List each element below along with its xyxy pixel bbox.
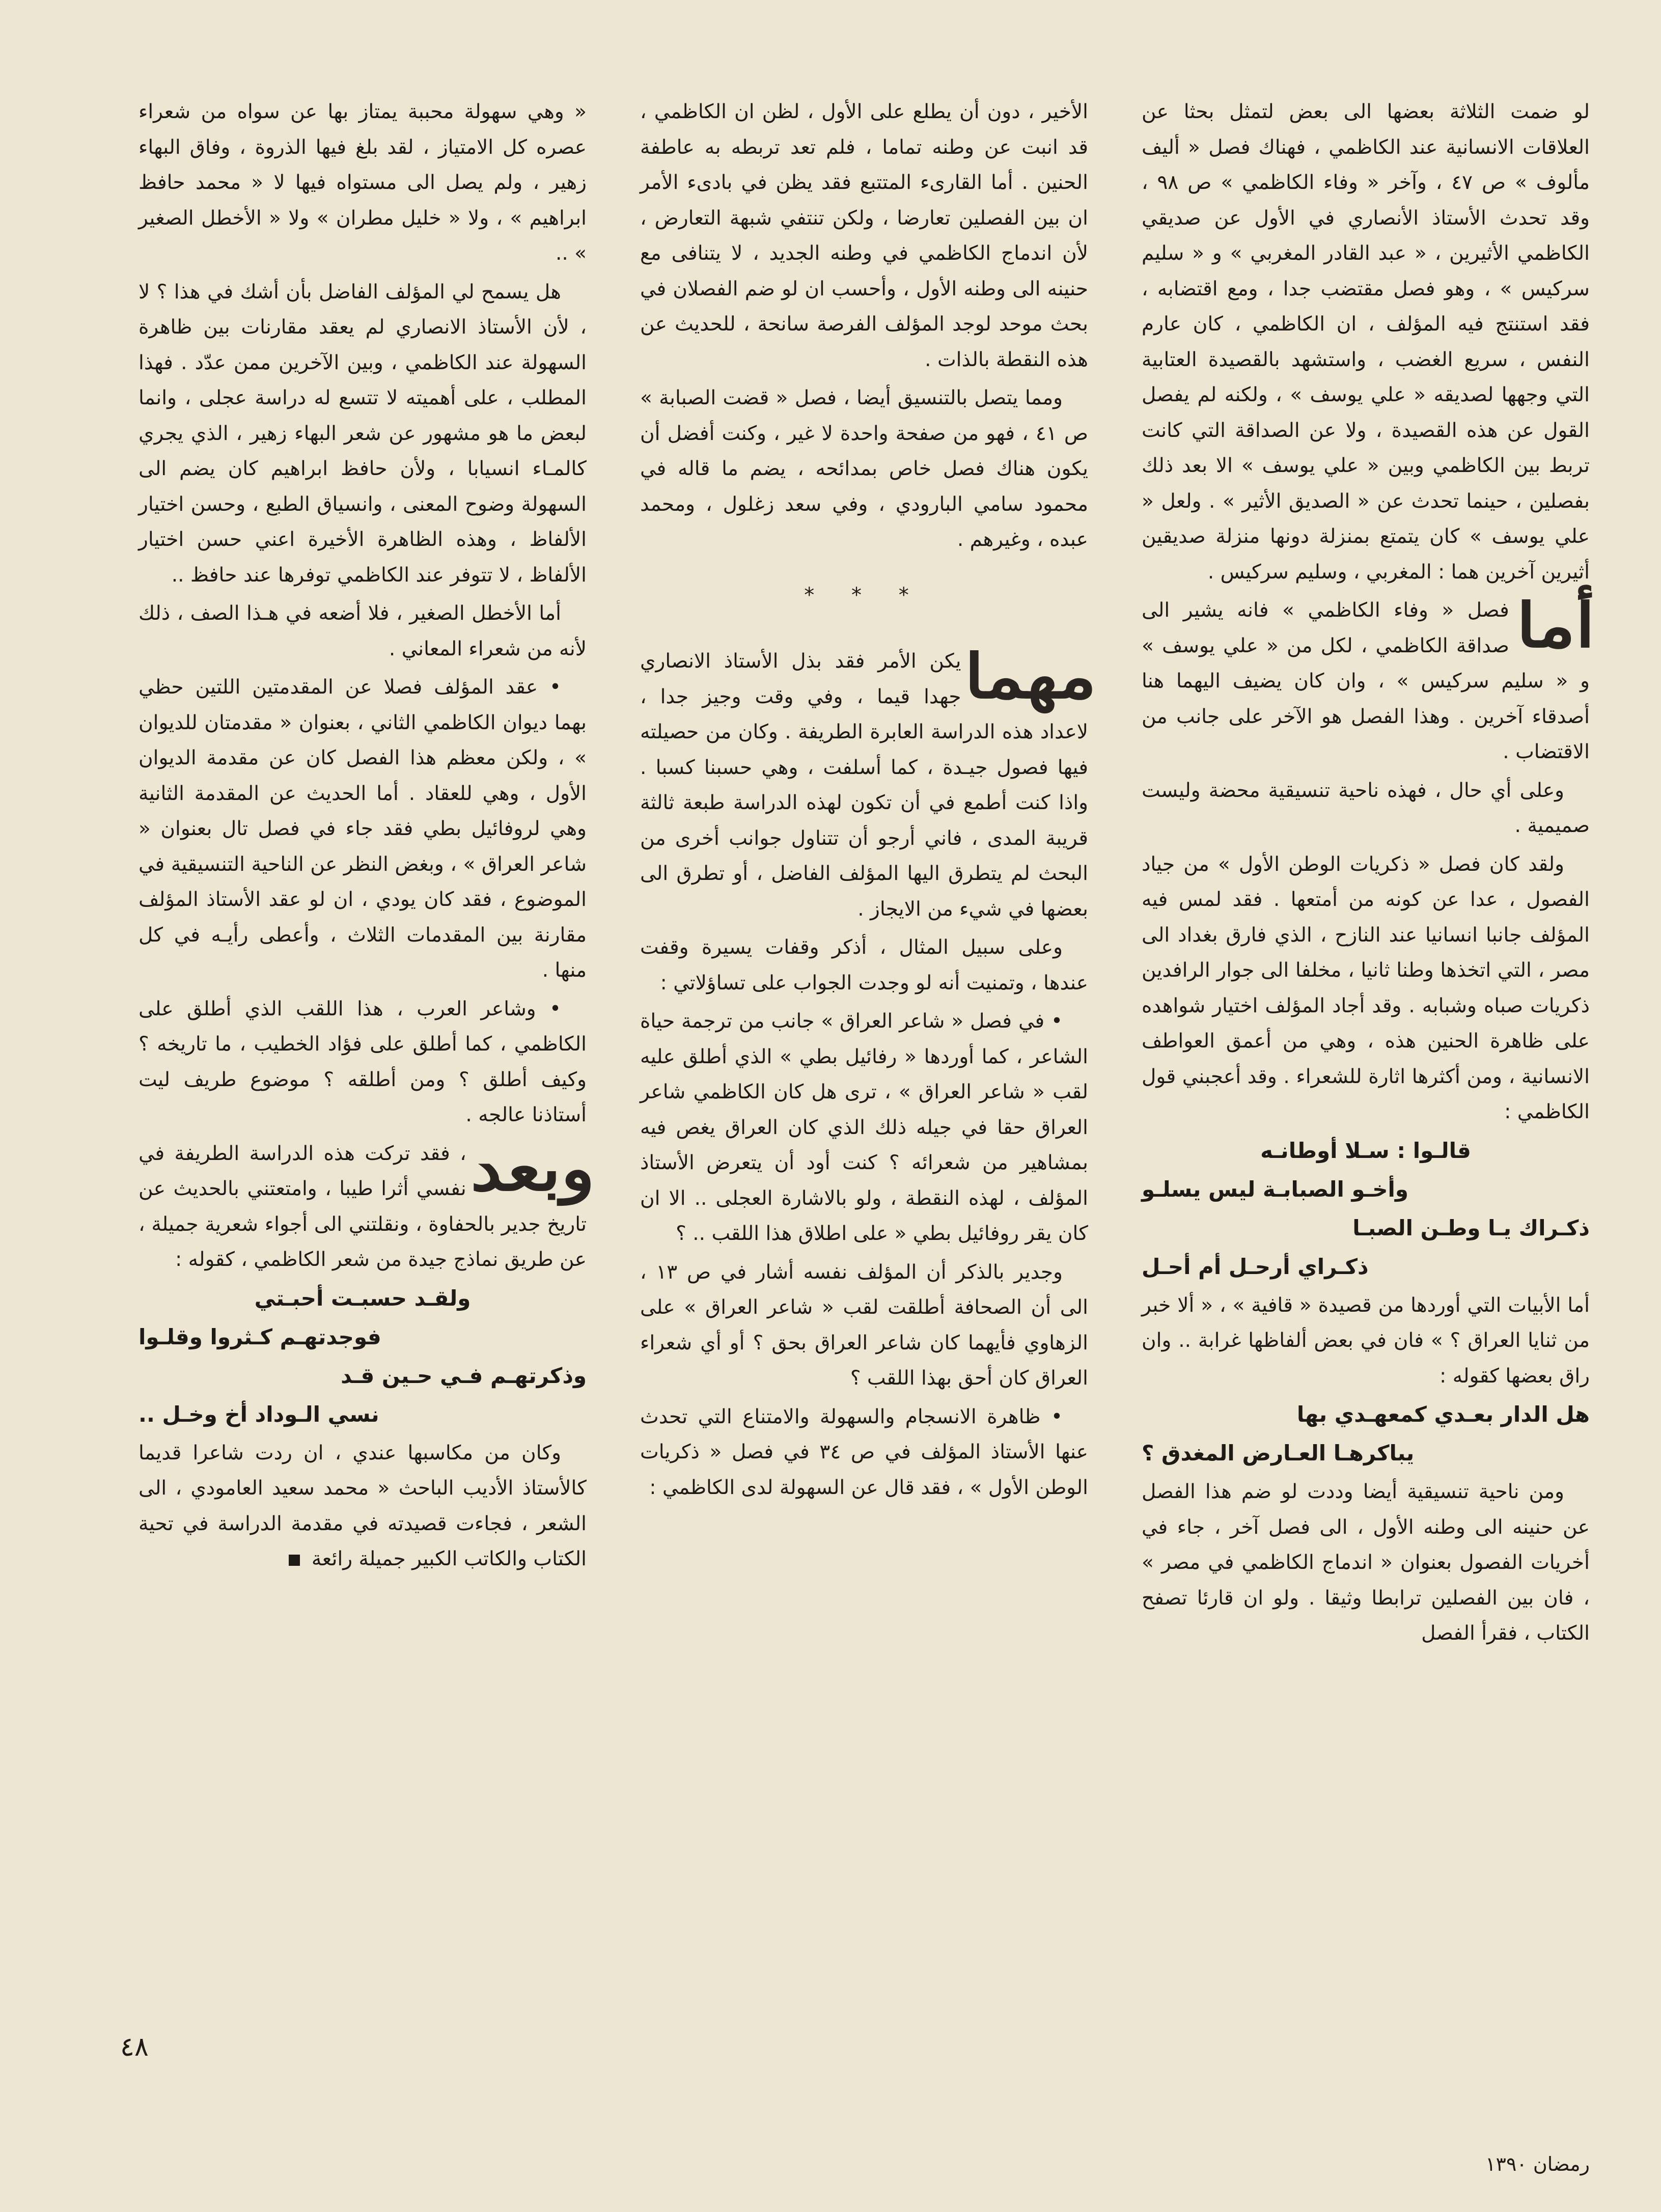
paragraph <box>1142 590 1595 770</box>
paragraph: • في فصل « شاعر العراق » جانب من ترجمة حياة الشاعر ، كما أوردها « رفائيل بطي » الذي أطلق عليه لقب « شاعر العراق » ، ترى هل كان الكاظمي شاعر العراق حقا في جيله ذلك الذي كان العراق يغص فيه بمشاهير من شعرائه ؟ كنت أود أن يتعرض الأستاذ المؤلف ، لهذه النقطة ، ولو بالاشارة العجلى .. الا ان كان يقر روفائيل بطي « على اطلاق هذا اللقب .. ؟ <box>640 1010 1088 1245</box>
verse-line: يباكرهـا العـارض المغدق ؟ <box>1142 1441 1415 1466</box>
verse-line: قالـوا : سـلا أوطانـه <box>1260 1138 1471 1163</box>
paragraph-text: فصل « وفاء الكاظمي » فانه يشير الى صداقة الكاظمي ، لكل من « علي يوسف » و « سليم سركيس » ، وان كان يضيف اليهما هنا أصدقاء آخرين . وهذا الفصل هو الآخر على جانب من الاقتضاب . <box>1142 599 1590 763</box>
paragraph: • ظاهرة الانسجام والسهولة والامتناع التي تحدث عنها الأستاذ المؤلف في ص ٣٤ في فصل « ذكريات الوطن الأول » ، فقد قال عن السهولة لدى الكاظمي : <box>640 1405 1088 1499</box>
paragraph: ومن ناحية تنسيقية أيضا وددت لو ضم هذا الفصل عن حنينه الى وطنه الأول ، الى فصل آخر ، جاء في أخريات الفصول بعنوان « اندماج الكاظمي في مصر » ، فان بين الفصلين ترابطا وثيقا . ولو ان قارئا تصفح الكتاب ، فقرأ الفصل <box>1142 1480 1590 1645</box>
issue-date: رمضان ١٣٩٠ <box>1485 2153 1590 2175</box>
paragraph: وجدير بالذكر أن المؤلف نفسه أشار في ص ١٣ ، الى أن الصحافة أطلقت لقب « شاعر العراق » على الزهاوي فأيهما كان شاعر العراق بحق ؟ أو أي شعراء العراق كان أحق بهذا اللقب ؟ <box>640 1260 1088 1390</box>
verse-line: وأخـو الصبابـة ليس يسلـو <box>1142 1176 1409 1202</box>
paragraph <box>139 1435 587 1577</box>
paragraph: وعلى سبيل المثال ، أذكر وقفات يسيرة وقفت عندها ، وتمنيت أنه لو وجدت الجواب على تساؤلاتي : <box>640 936 1088 994</box>
section-separator: * * * <box>804 583 924 607</box>
verse-line: نسي الـوداد أخ وخـل .. <box>139 1401 379 1427</box>
column-middle <box>640 94 1097 1508</box>
end-of-article-mark <box>289 1555 300 1566</box>
verse-line: ذكـراك يـا وطـن الصبـا <box>1352 1215 1590 1240</box>
paragraph: هل يسمح لي المؤلف الفاضل بأن أشك في هذا ؟ لا ، لأن الأستاذ الانصاري لم يعقد مقارنات بين ظاهرة السهولة عند الكاظمي ، وبين الآخرين ممن عدّد . فهذا المطلب ، على أهميته لا تتسع له دراسة عجلى ، وانما لبعض ما هو مشهور عن شعر البهاء زهير ، الذي يجري كالمـاء انسيابا ، ولأن حافظ ابراهيم كان يضم الى السهولة وضوح المعنى ، وانسياق الطبع ، وحسن اختيار الألفاظ ، وهذه الظاهرة الأخيرة اعني حسن اختيار الألفاظ ، لا تتوفر عند الكاظمي توفرها عند حافظ .. <box>139 280 587 587</box>
paragraph-text: ، فقد تركت هذه الدراسة الطريفة في نفسي أثرا طيبا ، وامتعتني بالحديث عن تاريخ جدير بالحفاوة ، ونقلتني الى أجواء شعرية جميلة ، عن طريق نماذج جيدة من شعر الكاظمي ، كقوله : <box>139 1142 587 1271</box>
paragraph: الأخير ، دون أن يطلع على الأول ، لظن ان الكاظمي ، قد انبت عن وطنه تماما ، فلم تعد تربطه به عاطفة الحنين . أما القارىء المتتبع فقد يظن في بادىء الأمر ان بين الفصلين تعارضا ، ولكن تنتفي شبهة التعارض ، لأن اندماج الكاظمي في وطنه الجديد ، لا يتنافى مع حنينه الى وطنه الأول ، وأحسب ان لو ضم الفصلان في بحث موحد لوجد المؤلف الفرصة سانحة ، للحديث عن هذه النقطة بالذات . <box>640 100 1088 371</box>
verse-line: فوجدتهـم كـثروا وقلـوا <box>139 1324 381 1349</box>
paragraph-text: يكن الأمر فقد بذل الأستاذ الانصاري جهدا قيما ، وفي وقت وجيز جدا ، لاعداد هذه الدراسة العابرة الطريفة . وكان من حصيلته فيها فصول جيـدة ، كما أسلفت ، وهي حسبنا كسبا . واذا كنت أطمع في أن تكون لهذه الدراسة طبعة ثالثة قريبة المدى ، فاني أرجو أن تتناول جوانب أخرى من البحث لم يتطرق اليها المؤلف الفاضل ، أو تطرق الى بعضها في شيء من الايجاز . <box>640 650 1088 921</box>
column-left <box>139 94 595 1580</box>
paragraph <box>139 1132 595 1278</box>
quote-paragraph: « وهي سهولة محببة يمتاز بها عن سواه من شعراء عصره كل الامتياز ، لقد بلغ فيها الذروة ، وفاق البهاء زهير ، ولم يصل الى مستواه فيها لا « محمد حافظ ابراهيم » ، ولا « خليل مطران » ولا « الأخطل الصغير » .. <box>139 100 587 265</box>
paragraph-text: وكان من مكاسبها عندي ، ان ردت شاعرا قديما كالأستاذ الأديب الباحث « محمد سعيد العامودي ، الى الشعر ، فجاءت قصيدته في مقدمة الدراسة في تحية الكتاب والكاتب الكبير جميلة رائعة <box>139 1441 587 1570</box>
column-right <box>1142 94 1595 1654</box>
page-number: ٤٨ <box>120 2032 149 2062</box>
paragraph: • عقد المؤلف فصلا عن المقدمتين اللتين حظي بهما ديوان الكاظمي الثاني ، بعنوان « مقدمتان للديوان » ، ولكن معظم هذا الفصل كان عن مقدمة الديوان الأول ، وهي للعقاد . أما الحديث عن المقدمة الثانية وهي لروفائيل بطي فقد جاء في فصل تال بعنوان « شاعر العراق » ، وبغض النظر عن الناحية التنسيقية في الموضوع ، فقد كان يودي ، ان لو عقد الأستاذ المؤلف مقارنة بين المقدمات الثلاث ، وأعطى رأيـه في كل منها . <box>139 676 587 982</box>
paragraph: • وشاعر العرب ، هذا اللقب الذي أطلق على الكاظمي ، كما أطلق على فؤاد الخطيب ، ما تاريخه ؟ وكيف أطلق ؟ ومن أطلقه ؟ موضوع طريف ليت أستاذنا عالجه . <box>139 997 587 1126</box>
verse-line: وذكرتهـم فـي حـين قـد <box>341 1363 587 1388</box>
drop-word: مهما <box>964 641 1097 712</box>
paragraph: أما الأبيات التي أوردها من قصيدة « قافية » ، « ألا خبر من ثنايا العراق ؟ » فان في بعض ألفاظها غرابة .. وان راق بعضها كقوله : <box>1142 1293 1590 1388</box>
verse-line: ذكـراي أرحـل أم أحـل <box>1142 1254 1369 1279</box>
paragraph: أما الأخطل الصغير ، فلا أضعه في هـذا الصف ، ذلك لأنه من شعراء المعاني . <box>139 602 587 660</box>
paragraph: لو ضمت الثلاثة بعضها الى بعض لتمثل بحثا عن العلاقات الانسانية عند الكاظمي ، فهناك فصل « أليف مألوف » ص ٤٧ ، وآخر « وفاء الكاظمي » ص ٩٨ ، وقد تحدث الأستاذ الأنصاري في الأول عن صديقي الكاظمي الأثيرين ، « عبد القادر المغربي » و « سليم سركيس » ، وهو فصل مقتضب جدا ، ومع اقتضابه ، فقد استنتج فيه المؤلف ، ان الكاظمي ، كان عارم النفس ، سريع الغضب ، واستشهد بالقصيدة العتابية التي وجهها لصديقه « علي يوسف » ، ولكنه لم يفصل القول عن هذه القصيدة ، ولا عن الصداقة التي كانت تربط بين الكاظمي وبين « علي يوسف » الا بعد ذلك بفصلين ، حينما تحدث عن « الصديق الأثير » . ولعل « علي يوسف » كان يتمتع بمنزلة دونها منزلة صديقين أثيرين آخرين هما : المغربي ، وسليم سركيس . <box>1142 100 1590 584</box>
paragraph: وعلى أي حال ، فهذه ناحية تنسيقية محضة وليست صميمية . <box>1142 779 1590 837</box>
paragraph: ومما يتصل بالتنسيق أيضا ، فصل « قضت الصبابة » ص ٤١ ، فهو من صفحة واحدة لا غير ، وكنت أفضل أن يكون هناك فصل خاص بمدائحه ، يضم ما قاله في محمود سامي البارودي ، وفي سعد زغلول ، ومحمد عبده ، وغيرهم . <box>640 386 1088 551</box>
verse-line: ولقـد حسبـت أحبـتي <box>254 1285 471 1311</box>
paragraph <box>640 641 1097 927</box>
paragraph: ولقد كان فصل « ذكريات الوطن الأول » من جياد الفصول ، عدا عن كونه من أمتعها . فقد لمس فيه المؤلف جانبا انسانيا عند النازح ، الذي فارق بغداد الى مصر ، التي اتخذها وطنا ثانيا ، مخلفا الى جوار الرافدين ذكريات صباه وشبابه . وقد أجاد المؤلف اختيار شواهده على ظاهرة الحنين هذه ، وهي من أعمق العواطف الانسانية ، ومن أكثرها اثارة للشعراء . وقد أعجبني قول الكاظمي : <box>1142 852 1590 1123</box>
verse-line: هل الدار بعـدي كمعهـدي بها <box>1296 1402 1590 1427</box>
drop-word: وبعد <box>470 1132 595 1205</box>
drop-word: أما <box>1516 590 1595 661</box>
